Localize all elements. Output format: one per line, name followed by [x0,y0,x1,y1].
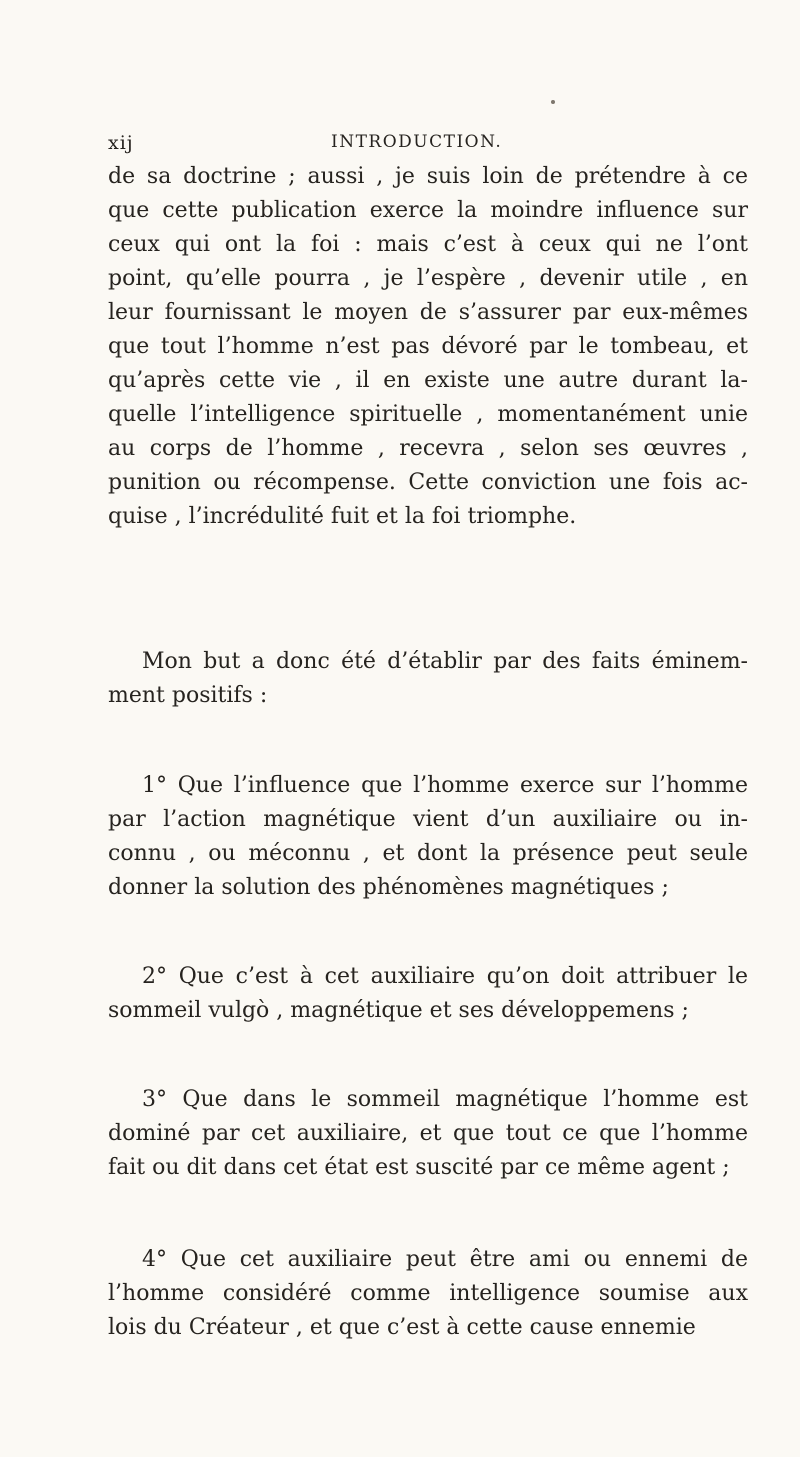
text-line: punition ou récompense. Cette conviction une fois ac- [108,470,748,495]
text-line: 4° Que cet auxiliaire peut être ami ou ennemi de [142,1247,748,1272]
text-line: que tout l’homme n’est pas dévoré par le tombeau, et [108,334,748,359]
text-line: de sa doctrine ; aussi , je suis loin de prétendre à ce [108,164,748,189]
text-line: Mon but a donc été d’établir par des faits éminem- [142,649,748,674]
page-number: xij [108,132,134,154]
text-line: point, qu’elle pourra , je l’espère , devenir utile , en [108,266,748,291]
page-header [108,132,708,160]
text-line: 3° Que dans le sommeil magnétique l’homme est [142,1087,748,1112]
paragraph-goal [108,645,748,713]
paragraph-continuation [108,160,748,534]
text-line: lois du Créateur , et que c’est à cette cause ennemie [108,1315,696,1340]
text-line: 2° Que c’est à cet auxiliaire qu’on doit attribuer le [142,964,748,989]
paragraph-point-4 [108,1243,748,1345]
running-title: INTRODUCTION. [331,132,503,152]
text-line: qu’après cette vie , il en existe une autre durant la- [108,368,748,393]
text-line: connu , ou méconnu , et dont la présence peut seule [108,841,748,866]
text-line: au corps de l’homme , recevra , selon ses œuvres , [108,436,748,461]
text-line: 1° Que l’influence que l’homme exerce sur l’homme [142,773,748,798]
text-line: donner la solution des phénomènes magnétiques ; [108,875,669,900]
text-line: leur fournissant le moyen de s’assurer par eux-mêmes [108,300,748,325]
text-line: l’homme considéré comme intelligence soumise aux [108,1281,748,1306]
paragraph-point-3 [108,1083,748,1185]
paragraph-point-1 [108,769,748,905]
text-line: quise , l’incrédulité fuit et la foi triomphe. [108,504,577,529]
ink-speck [551,100,555,104]
text-line: ment positifs : [108,683,268,708]
text-line: sommeil vulgò , magnétique et ses développemens ; [108,998,689,1023]
text-line: par l’action magnétique vient d’un auxiliaire ou in- [108,807,748,832]
text-line: que cette publication exerce la moindre influence sur [108,198,748,223]
text-line: quelle l’intelligence spirituelle , momentanément unie [108,402,748,427]
paragraph-point-2 [108,960,748,1028]
text-line: dominé par cet auxiliaire, et que tout ce que l’homme [108,1121,748,1146]
text-line: fait ou dit dans cet état est suscité par ce même agent ; [108,1155,730,1180]
text-line: ceux qui ont la foi : mais c’est à ceux qui ne l’ont [108,232,748,257]
